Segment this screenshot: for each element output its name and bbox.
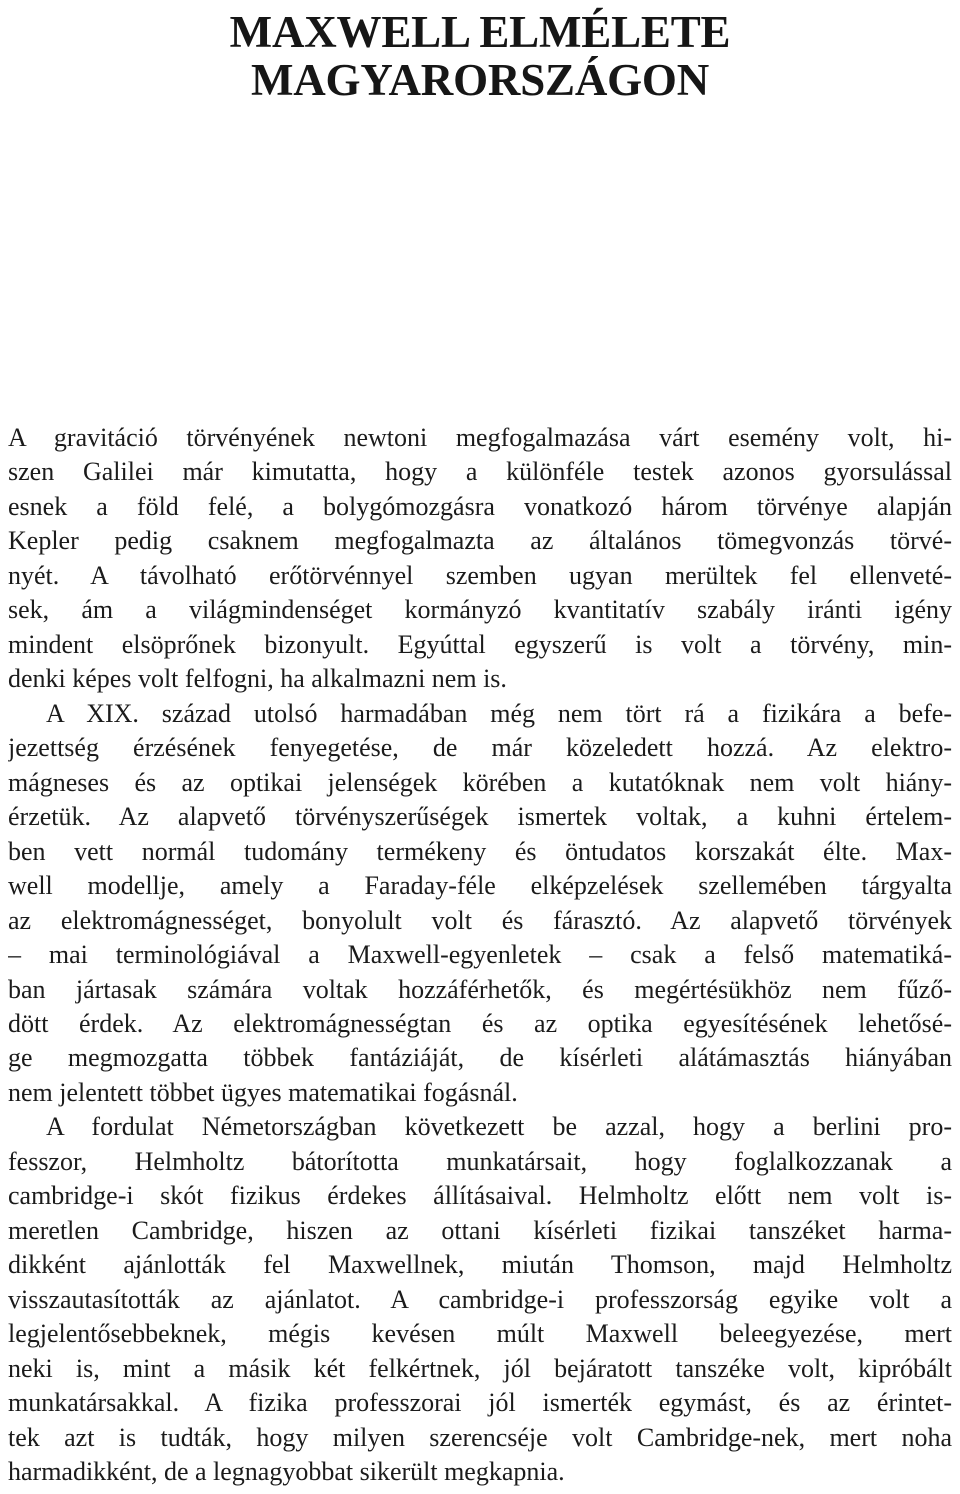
text-line: harmadikként, de a legnagyobbat sikerült megkapnia. bbox=[8, 1457, 565, 1487]
text-line: Kepler pedig csaknem megfogalmazta az általános tömegvonzás törvé- bbox=[8, 526, 952, 556]
text-line: munkatársakkal. A fizika professzorai jól ismerték egymást, és az érintet- bbox=[8, 1388, 952, 1418]
chapter-title-line: MAXWELL ELMÉLETE bbox=[229, 7, 731, 57]
text-line: well modellje, amely a Faraday-féle elképzelések szellemében tárgyalta bbox=[8, 871, 952, 901]
text-line: mindent elsöprőnek bizonyult. Egyúttal egyszerű is volt a törvény, min- bbox=[8, 629, 952, 659]
text-line: fesszor, Helmholtz bátorította munkatársait, hogy foglalkozzanak a bbox=[8, 1146, 952, 1176]
text-line: nem jelentett többet ügyes matematikai fogásnál. bbox=[8, 1077, 518, 1107]
text-line: visszautasították az ajánlatot. A cambridge-i professzorság egyike volt a bbox=[8, 1284, 952, 1314]
chapter-title-line: MAGYARORSZÁGON bbox=[250, 55, 710, 105]
text-line: denki képes volt felfogni, ha alkalmazni nem is. bbox=[8, 664, 507, 694]
text-line: az elektromágnességet, bonyolult volt és fárasztó. Az alapvető törvények bbox=[8, 905, 952, 935]
text-line: ge megmozgatta többek fantáziáját, de kísérleti alátámasztás hiányában bbox=[8, 1043, 952, 1073]
text-line: mágneses és az optikai jelenségek körében a kutatóknak nem volt hiány- bbox=[8, 767, 952, 797]
text-line: cambridge-i skót fizikus érdekes állításaival. Helmholtz előtt nem volt is- bbox=[8, 1181, 952, 1211]
text-line: – mai terminológiával a Maxwell-egyenletek – csak a felső matematiká- bbox=[8, 940, 952, 970]
text-line: legjelentősebbeknek, mégis kevésen múlt Maxwell beleegyezése, mert bbox=[8, 1319, 952, 1349]
text-line: szen Galilei már kimutatta, hogy a különféle testek azonos gyorsulással bbox=[8, 457, 952, 487]
text-line: A gravitáció törvényének newtoni megfogalmazása várt esemény volt, hi- bbox=[8, 423, 952, 452]
text-line: meretlen Cambridge, hiszen az ottani kísérleti fizikai tanszéket harma- bbox=[8, 1215, 952, 1245]
text-line: jezettség érzésének fenyegetése, de már közeledett hozzá. Az elektro- bbox=[8, 733, 952, 763]
paragraph bbox=[8, 697, 952, 1111]
text-line: esnek a föld felé, a bolygómozgásra vonatkozó három törvénye alapján bbox=[8, 491, 952, 521]
text-line: nyét. A távolható erőtörvénnyel szemben ugyan merültek fel ellenveté- bbox=[8, 560, 952, 590]
text-line: ben vett normál tudomány termékeny és öntudatos korszakát élte. Max- bbox=[8, 836, 952, 866]
text-line: A XIX. század utolsó harmadában még nem tört rá a fizikára a befe- bbox=[46, 698, 952, 728]
paragraph bbox=[8, 1110, 952, 1489]
text-line: sek, ám a világmindenséget kormányzó kvantitatív szabály iránti igény bbox=[8, 595, 952, 625]
text-line: dikként ajánlották fel Maxwellnek, miután Thomson, majd Helmholtz bbox=[8, 1250, 952, 1280]
text-line: érzetük. Az alapvető törvényszerűségek ismertek voltak, a kuhni értelem- bbox=[8, 802, 952, 832]
paragraph bbox=[8, 421, 952, 697]
text-line: A fordulat Németországban következett be azzal, hogy a berlini pro- bbox=[46, 1112, 952, 1142]
chapter-title bbox=[0, 8, 960, 104]
body-text bbox=[8, 421, 952, 1490]
text-line: neki is, mint a másik két felkértnek, jól bejáratott tanszéke volt, kipróbált bbox=[8, 1353, 952, 1383]
text-line: dött érdek. Az elektromágnességtan és az optika egyesítésének lehetősé- bbox=[8, 1008, 952, 1038]
text-line: ban jártasak számára voltak hozzáférhetők, és megértésükhöz nem fűző- bbox=[8, 974, 952, 1004]
text-line: tek azt is tudták, hogy milyen szerencséje volt Cambridge-nek, mert noha bbox=[8, 1422, 952, 1452]
